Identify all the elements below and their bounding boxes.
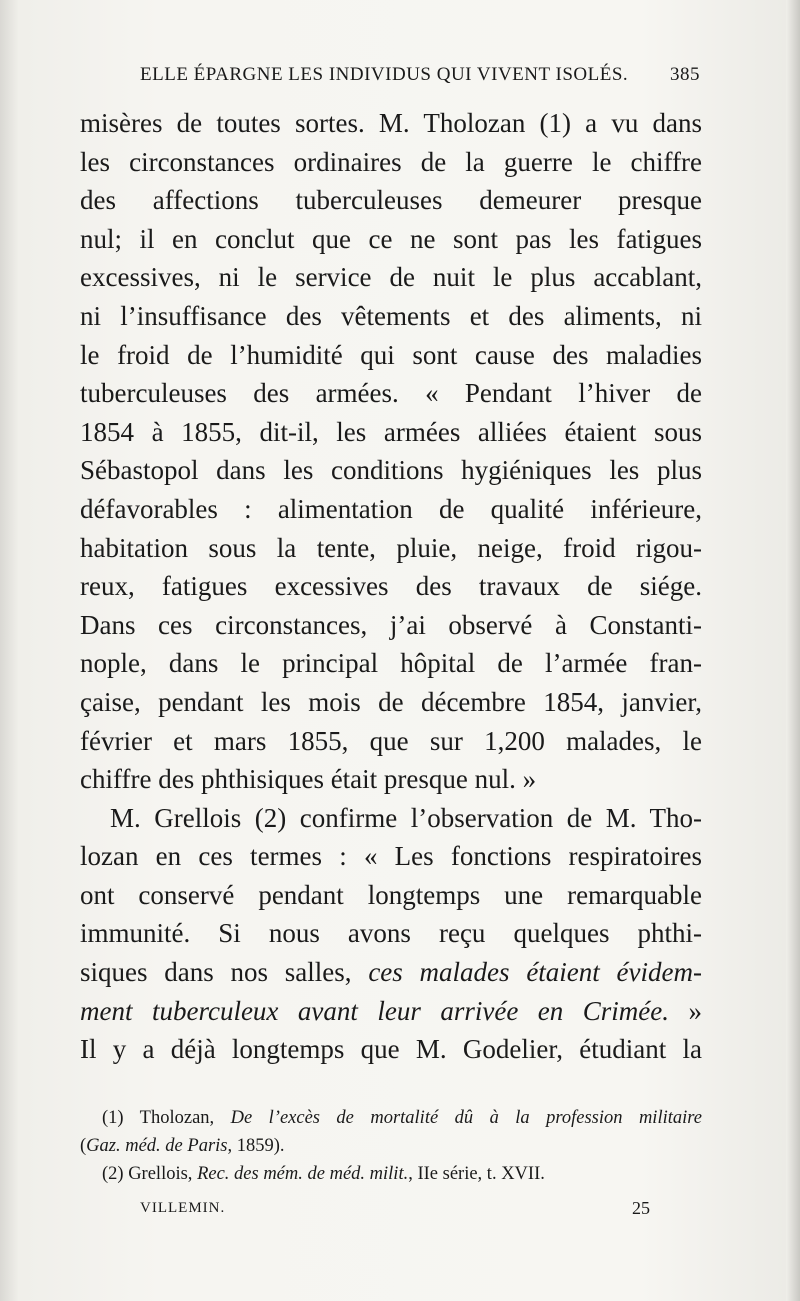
text-line: des affections tuberculeuses demeurer presque xyxy=(80,185,702,216)
text-line: ont conservé pendant longtemps une remarquable xyxy=(80,879,702,910)
text-line: chiffre des phthisiques était presque nul. » xyxy=(80,764,537,795)
text-line-mixed xyxy=(80,992,702,1031)
page-left-edge xyxy=(0,0,18,1301)
text-line: tuberculeuses des armées. « Pendant l’hiver de xyxy=(80,378,702,409)
footnote-text: (2) Grellois, xyxy=(102,1164,198,1184)
text-line: Sébastopol dans les conditions hygiéniques les plus xyxy=(80,455,702,486)
footnote-italic: De l’excès de mortalité dû à la profession militaire xyxy=(230,1108,702,1128)
running-head xyxy=(140,62,700,88)
italic-span: ces malades étaient évidem- xyxy=(368,957,702,988)
page-right-edge xyxy=(786,0,800,1301)
signature-author: VILLEMIN. xyxy=(140,1199,226,1216)
signature-line xyxy=(140,1196,650,1220)
text-line: M. Grellois (2) confirme l’observation de M. Tho- xyxy=(110,802,702,833)
signature-sheet-number: 25 xyxy=(632,1197,650,1218)
text-line: lozan en ces termes : « Les fonctions respiratoires xyxy=(80,841,702,872)
page-number: 385 xyxy=(670,64,700,85)
footnote-text: , 1859). xyxy=(227,1136,285,1156)
footnote-italic: Gaz. méd. de Paris xyxy=(86,1136,228,1156)
footnote-1-line-2 xyxy=(80,1132,702,1160)
text-line: les circonstances ordinaires de la guerre le chiffre xyxy=(80,146,702,177)
text-line: reux, fatigues excessives des travaux de siége. xyxy=(80,571,702,602)
text-line: nople, dans le principal hôpital de l’armée fran- xyxy=(80,648,702,679)
running-title: ELLE ÉPARGNE LES INDIVIDUS QUI VIVENT ISOLÉS. xyxy=(140,64,629,85)
footnote-2 xyxy=(80,1160,702,1188)
text-line: nul; il en conclut que ce ne sont pas les fatigues xyxy=(80,223,702,254)
text-line: ni l’insuffisance des vêtements et des aliments, ni xyxy=(80,300,702,331)
footnote-text: , IIe série, t. XVII. xyxy=(408,1164,545,1184)
text-line: 1854 à 1855, dit-il, les armées alliées étaient sous xyxy=(80,416,702,447)
text-span: » xyxy=(669,995,702,1026)
footnotes xyxy=(80,1104,702,1188)
text-line: février et mars 1855, que sur 1,200 malades, le xyxy=(80,725,702,756)
text-line: immunité. Si nous avons reçu quelques phthi- xyxy=(80,918,702,949)
text-line: le froid de l’humidité qui sont cause des maladies xyxy=(80,339,702,370)
body-text xyxy=(80,104,702,1069)
text-line: défavorables : alimentation de qualité inférieure, xyxy=(80,493,702,524)
footnote-1-line-1 xyxy=(80,1104,702,1132)
text-line-mixed xyxy=(80,953,702,992)
footnote-italic: Rec. des mém. de méd. milit. xyxy=(197,1164,409,1184)
text-line: excessives, ni le service de nuit le plus accablant, xyxy=(80,262,702,293)
text-span: siques dans nos salles, xyxy=(80,957,369,988)
text-line: Dans ces circonstances, j’ai observé à Constanti- xyxy=(80,609,702,640)
text-line: çaise, pendant les mois de décembre 1854, janvier, xyxy=(80,686,702,717)
text-line: misères de toutes sortes. M. Tholozan (1) a vu dans xyxy=(80,108,702,138)
footnote-text: ( xyxy=(80,1136,87,1156)
italic-span: ment tuberculeux avant leur arrivée en Crimée. xyxy=(80,995,670,1026)
footnote-text: (1) Tholozan, xyxy=(102,1108,231,1128)
text-line: habitation sous la tente, pluie, neige, froid rigou- xyxy=(80,532,702,563)
text-line: Il y a déjà longtemps que M. Godelier, étudiant la xyxy=(80,1034,702,1065)
